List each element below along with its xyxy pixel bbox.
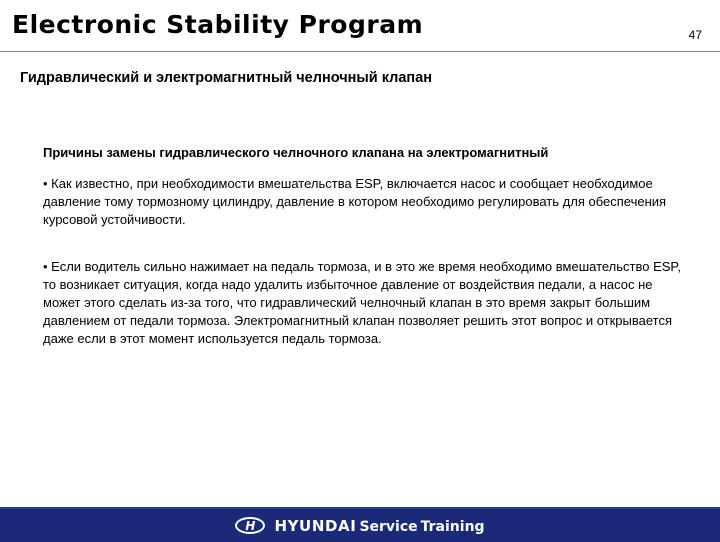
content-body: [43, 144, 683, 348]
slide-subtitle: Гидравлический и электромагнитный челночный клапан: [20, 70, 433, 86]
content-heading: Причины замены гидравлического челночного клапана на электромагнитный: [43, 145, 549, 160]
slide-title: Electronic Stability Program: [12, 10, 424, 39]
footer-band: [0, 507, 720, 542]
brand-training: Training: [420, 518, 485, 535]
footer-brand: [274, 517, 484, 535]
header-divider: [0, 51, 720, 52]
page-number: 47: [688, 28, 702, 42]
paragraph-2: • Если водитель сильно нажимает на педаль тормоза, и в это же время необходимо вмешательство ESP, то возникает ситуация, когда надо удалить избыточное давление от воздействия педали, а насос не может этого сделать из-за того, что гидравлический челночный клапан в это время закрыт большим давлением от педали тормоза. Электромагнитный клапан позволяет решить этот вопрос и открывается даже если в этот момент используется педаль тормоза.: [43, 259, 682, 346]
brand-service: Service: [359, 518, 418, 535]
brand-name: HYUNDAI: [274, 516, 357, 535]
hyundai-logo-icon: H: [235, 517, 265, 534]
paragraph-1: • Как известно, при необходимости вмешательства ESP, включается насос и сообщает необходимое давление тому тормозному цилиндру, давление в котором необходимо регулировать для обеспечения курсовой устойчивости.: [43, 176, 667, 227]
